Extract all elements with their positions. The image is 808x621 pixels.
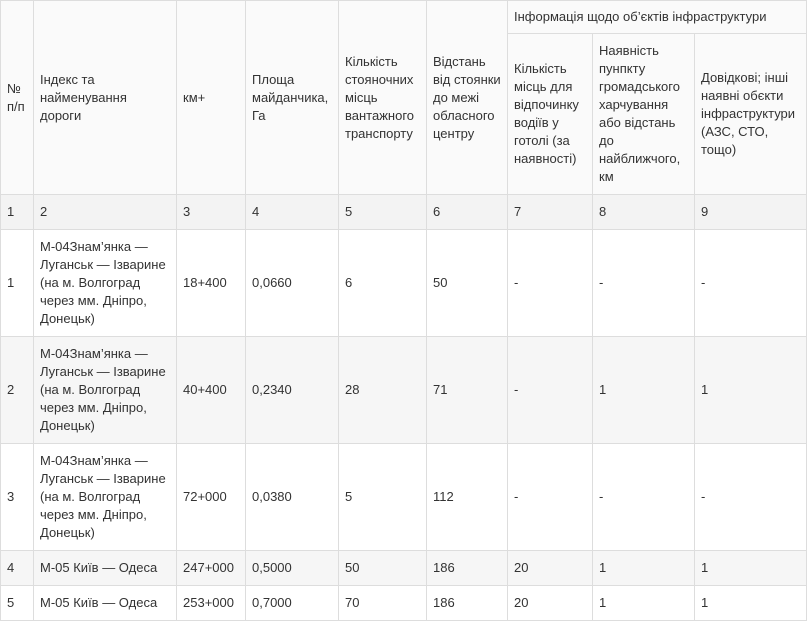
- header-catering: Наявність пунпкту громадського харчування або відстань до найближчого, км: [593, 34, 695, 195]
- column-number: 9: [695, 195, 807, 230]
- cell-distance: 186: [427, 551, 508, 586]
- cell-other-objects: 1: [695, 337, 807, 444]
- cell-area: 0,0380: [246, 444, 339, 551]
- column-number: 1: [1, 195, 34, 230]
- cell-other-objects: -: [695, 444, 807, 551]
- cell-road-name: М-04Знам’янка — Луганськ — Ізварине (на м. Волгоград через мм. Дніпро, Донецьк): [34, 337, 177, 444]
- header-number: № п/п: [1, 1, 34, 195]
- header-road-name: Індекс та найменування дороги: [34, 1, 177, 195]
- cell-distance: 50: [427, 230, 508, 337]
- cell-hotel-places: 20: [508, 586, 593, 621]
- cell-other-objects: 1: [695, 551, 807, 586]
- cell-other-objects: -: [695, 230, 807, 337]
- cell-km: 247+000: [177, 551, 246, 586]
- cell-distance: 186: [427, 586, 508, 621]
- column-number: 6: [427, 195, 508, 230]
- table-row: [1, 230, 807, 337]
- cell-catering: 1: [593, 586, 695, 621]
- table-row: [1, 551, 807, 586]
- cell-hotel-places: -: [508, 444, 593, 551]
- cell-area: 0,0660: [246, 230, 339, 337]
- cell-other-objects: 1: [695, 586, 807, 621]
- cell-parking-places: 70: [339, 586, 427, 621]
- cell-number: 2: [1, 337, 34, 444]
- cell-distance: 71: [427, 337, 508, 444]
- cell-km: 72+000: [177, 444, 246, 551]
- cell-road-name: М-05 Київ — Одеса: [34, 586, 177, 621]
- cell-km: 253+000: [177, 586, 246, 621]
- header-other-objects: Довідкові; інші наявні обєкти інфраструктури (АЗС, СТО, тощо): [695, 34, 807, 195]
- cell-km: 18+400: [177, 230, 246, 337]
- cell-area: 0,5000: [246, 551, 339, 586]
- column-number: 4: [246, 195, 339, 230]
- cell-number: 1: [1, 230, 34, 337]
- cell-number: 5: [1, 586, 34, 621]
- cell-parking-places: 28: [339, 337, 427, 444]
- cell-catering: -: [593, 230, 695, 337]
- cell-hotel-places: 20: [508, 551, 593, 586]
- header-row-top: [1, 1, 807, 34]
- column-number-row: [1, 195, 807, 230]
- table-row: [1, 444, 807, 551]
- cell-area: 0,2340: [246, 337, 339, 444]
- cell-parking-places: 5: [339, 444, 427, 551]
- cell-road-name: М-04Знам’янка — Луганськ — Ізварине (на м. Волгоград через мм. Дніпро, Донецьк): [34, 230, 177, 337]
- header-area: Площа майданчика, Га: [246, 1, 339, 195]
- cell-parking-places: 50: [339, 551, 427, 586]
- column-number: 3: [177, 195, 246, 230]
- header-distance: Відстань від стоянки до межі обласного центру: [427, 1, 508, 195]
- cell-number: 4: [1, 551, 34, 586]
- column-number: 5: [339, 195, 427, 230]
- cell-road-name: М-05 Київ — Одеса: [34, 551, 177, 586]
- column-number: 2: [34, 195, 177, 230]
- table-row: [1, 337, 807, 444]
- table-row: [1, 586, 807, 621]
- cell-catering: 1: [593, 337, 695, 444]
- column-number: 8: [593, 195, 695, 230]
- cell-parking-places: 6: [339, 230, 427, 337]
- cell-area: 0,7000: [246, 586, 339, 621]
- cell-km: 40+400: [177, 337, 246, 444]
- header-hotel-places: Кількість місць для відпочинку водіїв у готолі (за наявності): [508, 34, 593, 195]
- cell-distance: 112: [427, 444, 508, 551]
- header-infrastructure-group: Інформація щодо об’єктів інфраструктури: [508, 1, 807, 34]
- cell-catering: 1: [593, 551, 695, 586]
- cell-hotel-places: -: [508, 230, 593, 337]
- cell-hotel-places: -: [508, 337, 593, 444]
- header-parking-places: Кількість стояночних місць вантажного транспорту: [339, 1, 427, 195]
- cell-catering: -: [593, 444, 695, 551]
- column-number: 7: [508, 195, 593, 230]
- cell-number: 3: [1, 444, 34, 551]
- cell-road-name: М-04Знам’янка — Луганськ — Ізварине (на м. Волгоград через мм. Дніпро, Донецьк): [34, 444, 177, 551]
- header-km: км+: [177, 1, 246, 195]
